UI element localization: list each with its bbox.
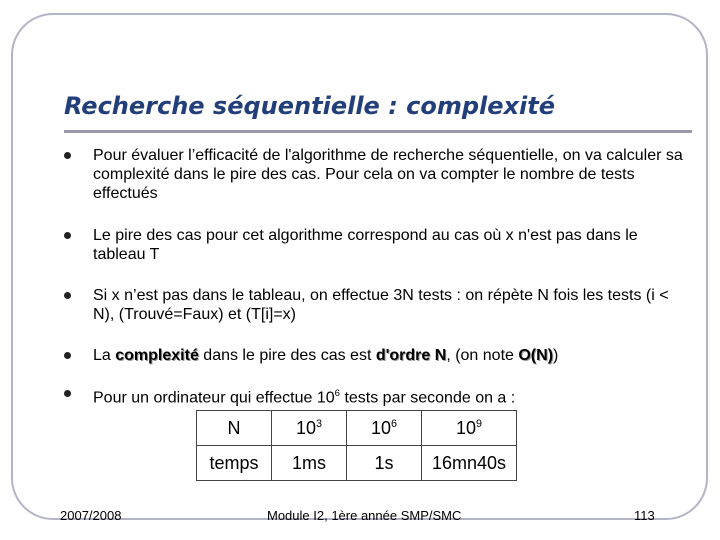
power-base: 10 — [455, 417, 476, 438]
footer-page-number: 113 — [634, 508, 655, 523]
emphasis-o-n: O(N) — [518, 347, 554, 364]
text-run: Pour un ordinateur qui effectue 10 — [93, 389, 335, 407]
power-base: 10 — [295, 417, 316, 438]
complexity-table — [196, 410, 517, 481]
superscript: 6 — [334, 388, 340, 399]
text-run: , (on note — [446, 347, 519, 364]
emphasis-ordre-n: d'ordre N — [375, 347, 447, 364]
text-run: dans le pire des cas est — [198, 347, 376, 364]
text-run: ) — [553, 347, 559, 364]
table-cell: 1s — [347, 446, 422, 481]
bullet-text: Si x n’est pas dans le tableau, on effectue 3N tests : on répète N fois les tests (i < N), (Trouvé=Faux) et (T[i]=x) — [93, 287, 669, 323]
text-run: La — [93, 347, 116, 364]
table-cell — [422, 411, 517, 446]
title-underline — [64, 130, 692, 133]
table-row-label: temps — [197, 446, 272, 481]
table-row — [197, 446, 517, 481]
bullet-text: Pour évaluer l’efficacité de l'algorithme de recherche séquentielle, on va calculer sa complexité dans le pire des cas. Pour cela on va compter le nombre de tests effectués — [93, 147, 683, 202]
table-cell: 1ms — [272, 446, 347, 481]
emphasis-complexite: complexité — [115, 347, 199, 364]
slide-title: Recherche séquentielle : complexité — [64, 92, 556, 120]
text-run: tests par seconde on a : — [340, 389, 516, 407]
power-exponent: 3 — [316, 417, 323, 430]
footer-date: 2007/2008 — [60, 508, 122, 523]
table-cell — [272, 411, 347, 446]
bullet-dot-icon — [64, 232, 71, 239]
bullet-dot-icon — [64, 152, 71, 159]
bullet-text: Le pire des cas pour cet algorithme correspond au cas où x n'est pas dans le tableau T — [93, 227, 638, 263]
footer-course: Module I2, 1ère année SMP/SMC — [267, 508, 462, 523]
bullet-text — [93, 346, 689, 365]
bullet-dot-icon — [64, 390, 71, 397]
power-base: 10 — [370, 417, 391, 438]
bullet-text — [93, 384, 689, 407]
power-exponent: 9 — [476, 417, 483, 430]
table-header-label: N — [197, 411, 272, 446]
power-exponent: 6 — [391, 417, 398, 430]
table-cell — [347, 411, 422, 446]
table-cell: 16mn40s — [422, 446, 517, 481]
bullet-dot-icon — [64, 292, 71, 299]
table-row — [197, 411, 517, 446]
bullet-dot-icon — [64, 352, 71, 359]
